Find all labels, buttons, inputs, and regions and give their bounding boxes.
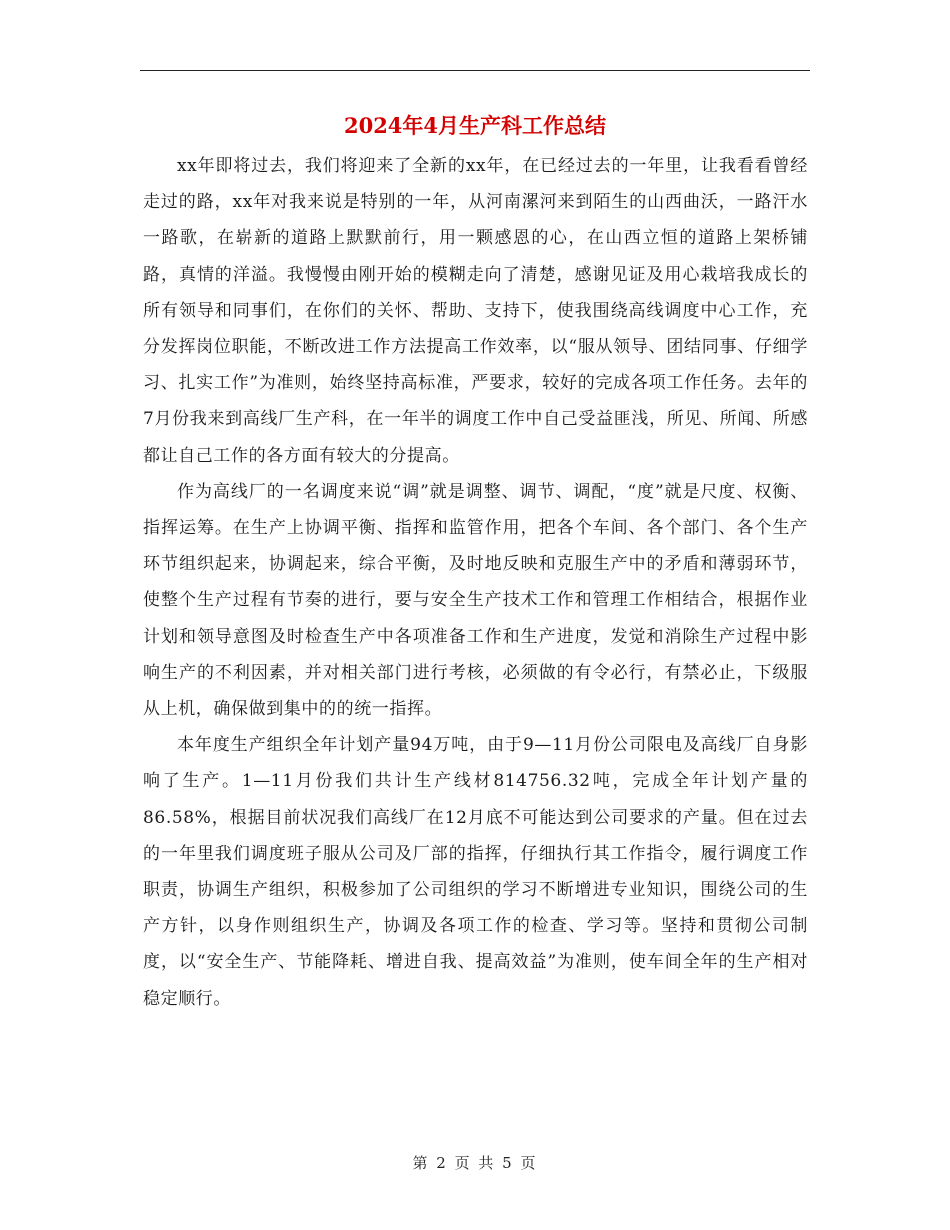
document-body <box>143 148 808 1017</box>
page-number-footer: 第 2 页 共 5 页 <box>412 1154 538 1172</box>
document-title: 2024年4月生产科工作总结 <box>343 113 607 138</box>
paragraph-1: xx年即将过去，我们将迎来了全新的xx年，在已经过去的一年里，让我看看曾经走过的路，xx年对我来说是特别的一年，从河南漯河来到陌生的山西曲沃，一路汗水一路歌，在崭新的道路上默默前行，用一颗感恩的心，在山西立恒的道路上架桥铺路，真情的洋溢。我慢慢由刚开始的模糊走向了清楚，感谢见证及用心栽培我成长的所有领导和同事们，在你们的关怀、帮助、支持下，使我围绕高线调度中心工作，充分发挥岗位职能，不断改进工作方法提高工作效率，以“服从领导、团结同事、仔细学习、扎实工作”为准则，始终坚持高标准，严要求，较好的完成各项工作任务。去年的7月份我来到高线厂生产科，在一年半的调度工作中自己受益匪浅，所见、所闻、所感都让自己工作的各方面有较大的分提高。 <box>143 156 808 466</box>
header-rule <box>140 70 810 71</box>
paragraph-2: 作为高线厂的一名调度来说“调”就是调整、调节、调配，“度”就是尺度、权衡、指挥运筹。在生产上协调平衡、指挥和监管作用，把各个车间、各个部门、各个生产环节组织起来，协调起来，综合平衡，及时地反映和克服生产中的矛盾和薄弱环节，使整个生产过程有节奏的进行，要与安全生产技术工作和管理工作相结合，根据作业计划和领导意图及时检查生产中各项准备工作和生产进度，发觉和消除生产过程中影响生产的不利因素，并对相关部门进行考核，必须做的有令必行，有禁必止，下级服从上机，确保做到集中的的统一指挥。 <box>143 481 808 720</box>
paragraph-3: 本年度生产组织全年计划产量94万吨，由于9—11月份公司限电及高线厂自身影响了生产。1—11月份我们共计生产线材814756.32吨，完成全年计划产量的86.58%，根据目前状况我们高线厂在12月底不可能达到公司要求的产量。但在过去的一年里我们调度班子服从公司及厂部的指挥，仔细执行其工作指令，履行调度工作职责，协调生产组织，积极参加了公司组织的学习不断增进专业知识，围绕公司的生产方针，以身作则组织生产，协调及各项工作的检查、学习等。坚持和贯彻公司制度，以“安全生产、节能降耗、增进自我、提高效益”为准则，使车间全年的生产相对稳定顺行。 <box>143 735 808 1009</box>
